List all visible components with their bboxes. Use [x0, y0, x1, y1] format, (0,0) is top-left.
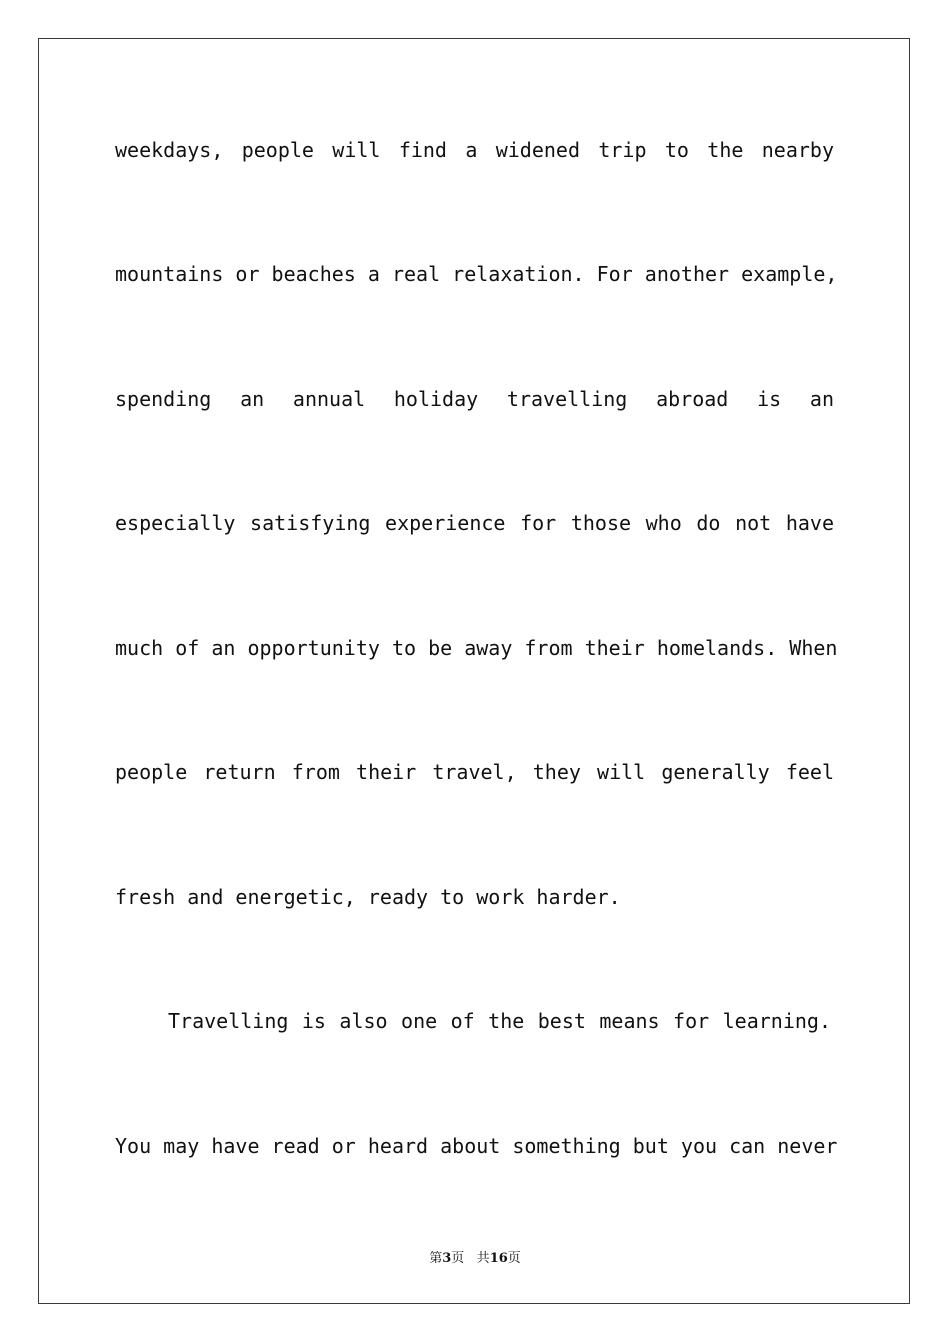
body-text-line: spending an annual holiday travelling abroad is an [115, 387, 834, 411]
body-text-line: mountains or beaches a real relaxation. For another example, [115, 262, 838, 286]
body-text-line: much of an opportunity to be away from their homelands. When [115, 636, 838, 660]
body-text-line: people return from their travel, they will generally feel [115, 760, 834, 784]
page-footer [0, 1247, 950, 1266]
total-suffix: 页 [507, 1251, 521, 1266]
body-text-line: fresh and energetic, ready to work harder. [115, 885, 621, 909]
total-page-count: 16 [489, 1251, 508, 1266]
page-border [38, 38, 910, 1304]
paragraph-first-line: Travelling is also one of the best means for learning. [168, 1009, 831, 1033]
page-prefix: 第 [429, 1251, 443, 1266]
current-page-number: 3 [442, 1251, 452, 1266]
body-text-line: You may have read or heard about something but you can never [115, 1134, 838, 1158]
page-suffix: 页 [451, 1251, 465, 1266]
body-text-line: especially satisfying experience for those who do not have [115, 511, 834, 535]
total-prefix: 共 [476, 1251, 490, 1266]
body-text-line: weekdays, people will find a widened trip to the nearby [115, 138, 834, 162]
